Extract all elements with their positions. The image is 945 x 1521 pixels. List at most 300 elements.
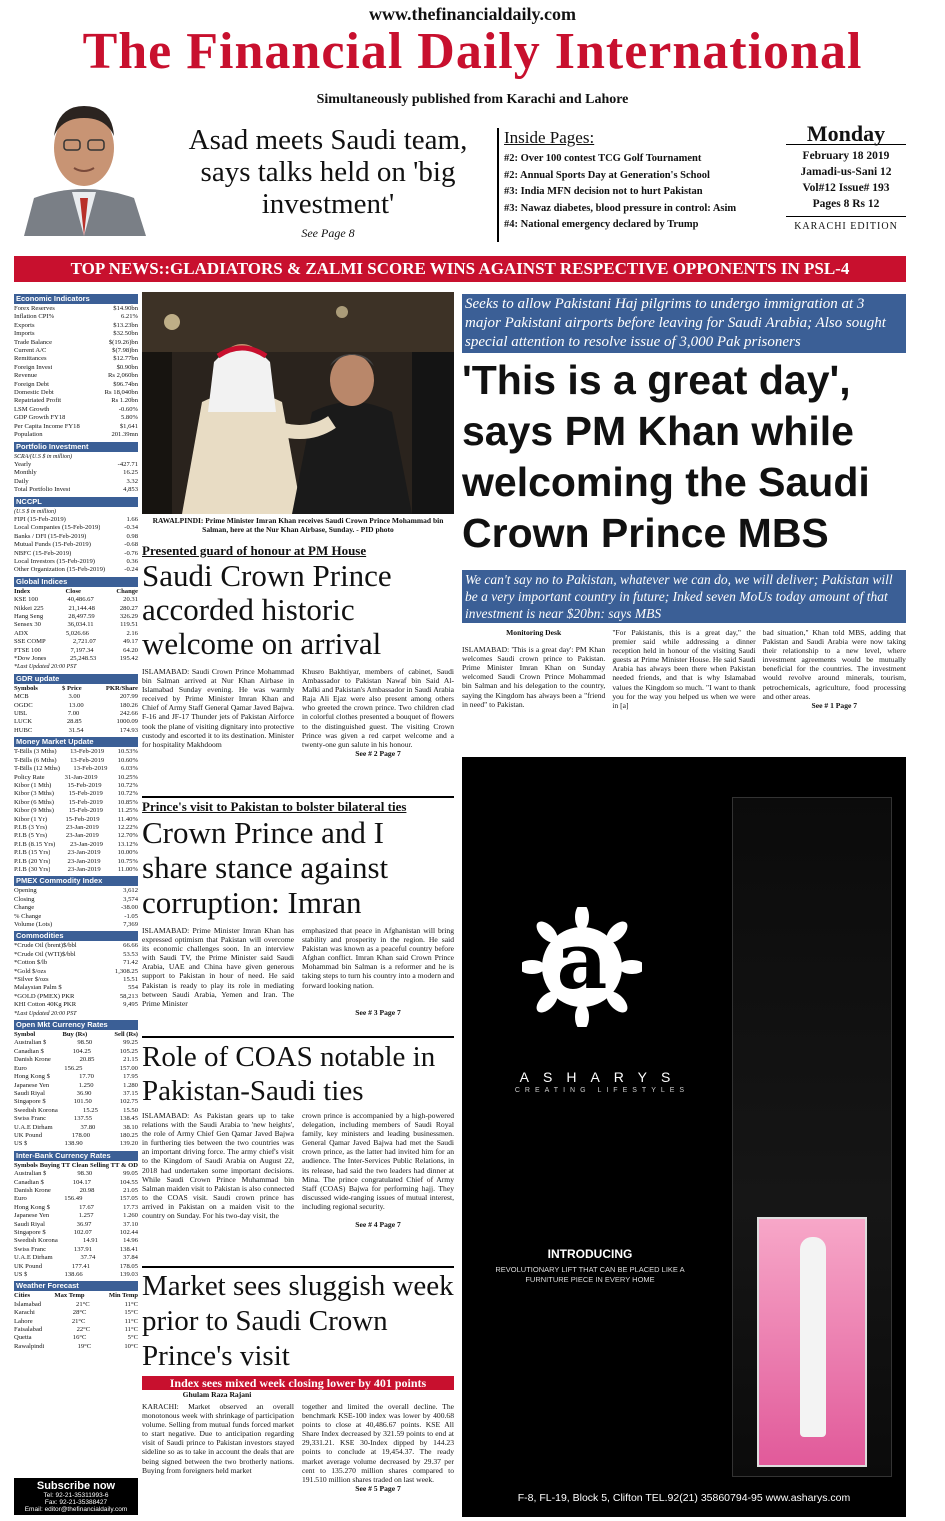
sidebar-cell: UK Pound xyxy=(14,1131,43,1139)
sidebar-cell: 0.36 xyxy=(126,557,138,565)
sidebar-cell: *Cotton $/lb xyxy=(14,959,48,967)
sidebar-cell: Malaysian Palm $ xyxy=(14,984,62,992)
sidebar-row xyxy=(14,1229,138,1237)
sidebar-row xyxy=(14,1204,138,1212)
sidebar-cell: 21°C xyxy=(71,1317,86,1325)
sidebar-cell: Japanese Yen xyxy=(14,1081,50,1089)
subscribe-box[interactable] xyxy=(14,1478,138,1515)
sidebar-row xyxy=(14,1237,138,1245)
sidebar-row xyxy=(14,355,138,363)
story-kicker[interactable]: Presented guard of honour at PM House xyxy=(142,543,367,558)
story-column: together and limited the overall decline. The benchmark KSE-100 index was lower by 400.68 points to close at 40,486.67 points. KSE All Share Index decreased by 321.59 points to end at 29,331.21. KSE 30-Index dipped by 144.23 points to conclude at 19,454.37. The ready market average volume decreased by 29.37 per cent to 135.270 million shares compared to 191.510 million shares traded on last week. xyxy=(302,1402,454,1484)
sidebar-row xyxy=(14,887,138,895)
sidebar-cell: 98.30 xyxy=(77,1170,93,1178)
story-column: emphasized that peace in Afghanistan will bring stability and prosperity in the region. He said Pakistan was known as a peaceful country before Afghan conflict. Imran Khan said Crown Prince Mohammad bin Salman is a reformer and he is taking steps to turn his country into a modern and forward looking nation. xyxy=(302,926,454,990)
sidebar-cell: U.A.E Dirham xyxy=(14,1254,53,1262)
story-column: crown prince is accompanied by a high-powered delegation, including members of Saudi Royal family, key ministers and leading businessmen. General Qamar Javed Bajwa had met the Saudi crown prince, as the latter had invited him for an audience. The Inter-Services Public Relations, in its release, had said the two leaders had dinner at Mina. The prince congratulated Chief of Army Staff (COAS) Bajwa for performing hajj. They discussed wide-ranging issues of mutual interest, including regional security. xyxy=(302,1111,454,1211)
sidebar-row xyxy=(14,469,138,477)
sidebar-cell: % Change xyxy=(14,912,42,920)
sidebar-cell: Faisalabad xyxy=(14,1326,43,1334)
continued-link[interactable]: See # 2 Page 7 xyxy=(355,748,401,758)
ad-tagline: CREATING LIFESTYLES xyxy=(514,1087,690,1094)
sidebar-cell: Closing xyxy=(14,895,35,903)
sidebar-cell: 15-Feb-2019 xyxy=(67,781,102,789)
sidebar-cell: 1.250 xyxy=(78,1081,94,1089)
sidebar-cell: $(19.26)bn xyxy=(108,338,138,346)
sidebar-cell: Quetta xyxy=(14,1334,32,1342)
sidebar-row xyxy=(14,621,138,629)
model-figure xyxy=(800,1237,826,1437)
subscribe-title: Subscribe now xyxy=(36,1480,116,1492)
inside-item[interactable]: #4: National emergency declared by Trump xyxy=(504,219,699,230)
sidebar-cell: 17.67 xyxy=(79,1203,94,1211)
sidebar-cell: -38.00 xyxy=(120,904,138,912)
sidebar-row xyxy=(14,364,138,372)
sidebar-cell: Australian $ xyxy=(14,1170,47,1178)
sidebar-cell: 10°C xyxy=(124,1342,138,1350)
sidebar-row xyxy=(14,1309,138,1317)
sidebar-cell: 36,034.11 xyxy=(67,621,94,629)
sidebar-cell: Monthly xyxy=(14,469,37,477)
sidebar-row xyxy=(14,1001,138,1009)
sidebar-cell: 14.96 xyxy=(123,1237,138,1245)
sidebar-row xyxy=(14,381,138,389)
sidebar-row xyxy=(14,1090,138,1098)
sidebar-row xyxy=(14,1263,138,1271)
sidebar-note: (U.S $ in million) xyxy=(14,508,56,515)
sidebar-cell: HUBC xyxy=(14,726,33,734)
sidebar-section-title: Money Market Update xyxy=(14,737,138,747)
sidebar-cell: Policy Rate xyxy=(14,773,45,781)
sidebar-cell: 15.50 xyxy=(123,1106,138,1114)
sidebar-head-cell: Sell (Rs) xyxy=(114,1031,138,1039)
sidebar-row xyxy=(14,1179,138,1187)
story-corruption xyxy=(142,796,454,1017)
tagline: Simultaneously published from Karachi and Lahore xyxy=(316,92,629,107)
sidebar-cell: 17.95 xyxy=(123,1073,138,1081)
sidebar-cell: $1,641 xyxy=(119,422,138,430)
sidebar-cell: ADX xyxy=(14,629,29,637)
sidebar-cell: 102.44 xyxy=(119,1229,138,1236)
sidebar-row xyxy=(14,431,138,439)
sidebar-cell: 554 xyxy=(128,984,138,992)
sidebar-cell: 37.15 xyxy=(123,1089,138,1097)
sidebar-cell: -0.76 xyxy=(124,549,138,557)
lead-see-page[interactable]: See Page 8 xyxy=(301,226,355,240)
sidebar-row xyxy=(14,790,138,798)
sidebar-cell: 3.00 xyxy=(68,693,81,701)
sidebar-row xyxy=(14,414,138,422)
inside-item[interactable]: #2: Annual Sports Day at Generation's School xyxy=(504,169,710,181)
sidebar-cell: 3,612 xyxy=(123,887,138,895)
story-column: ISLAMABAD: 'This is a great day': PM Khan welcomes Saudi crown prince to Pakistan. Prime Minister Imran Khan on Sunday welcomed Saudi Crown Prince Mohammad bin Salman and his delegation to the country, saying the Kingdom has always been a "friend in need" to Pakistan. xyxy=(462,645,606,709)
sidebar-row xyxy=(14,613,138,621)
sidebar-cell: 6.21% xyxy=(120,313,138,321)
sidebar-head-cell: Min Temp xyxy=(108,1292,138,1300)
sidebar-cell: Lahore xyxy=(14,1317,33,1325)
sidebar-cell: $32.50bn xyxy=(113,330,138,338)
sidebar-cell: Volume (Lots) xyxy=(14,921,53,928)
story-welcome xyxy=(142,543,454,758)
sidebar-updated: *Last Updated 20:00 PST xyxy=(14,664,77,671)
sidebar-cell: Foreign Debt xyxy=(14,380,49,388)
sidebar-cell: 201.39mn xyxy=(111,431,138,439)
sidebar-cell: Per Capita Income FY18 xyxy=(14,422,80,430)
sidebar-cell: 157.00 xyxy=(119,1064,138,1072)
sidebar-cell: Nikkei 225 xyxy=(14,604,44,612)
sidebar-cell: 105.25 xyxy=(119,1047,138,1055)
sidebar-cell: 104.17 xyxy=(72,1178,91,1186)
sidebar-cell: Yearly xyxy=(14,460,32,468)
sidebar-cell: 20.85 xyxy=(79,1056,95,1064)
inside-item[interactable]: #2: Over 100 contest TCG Golf Tournament xyxy=(504,153,702,164)
sidebar-cell: 10.25% xyxy=(117,773,138,781)
sidebar-row xyxy=(14,799,138,807)
sidebar-row xyxy=(14,533,138,541)
sidebar-row xyxy=(14,1301,138,1309)
sidebar-row xyxy=(14,516,138,524)
sidebar-cell: Other Organization (15-Feb-2019) xyxy=(14,566,106,574)
sidebar-row xyxy=(14,1170,138,1178)
sidebar-cell: Trade Balance xyxy=(14,338,53,346)
sidebar-cell: 15-Feb-2019 xyxy=(68,790,103,798)
sidebar-cell: U.A.E Dirham xyxy=(14,1123,53,1131)
story-kicker[interactable]: Prince's visit to Pakistan to bolster bilateral ties xyxy=(142,799,407,814)
sidebar-row xyxy=(14,406,138,414)
sidebar-section-title: NCCPL xyxy=(14,497,138,507)
sidebar-cell: -0.60% xyxy=(118,405,138,413)
sidebar-cell: 66.66 xyxy=(123,942,138,950)
sidebar-cell: 16.25 xyxy=(123,469,138,477)
sidebar-cell: Danish Krone xyxy=(14,1186,51,1194)
sidebar-cell: 21°C xyxy=(76,1300,90,1308)
sidebar-cell: Kibor (3 Mths) xyxy=(14,790,54,798)
sidebar-row xyxy=(14,305,138,313)
sidebar-cell: Swedish Korona xyxy=(14,1106,58,1114)
sidebar-row xyxy=(14,550,138,558)
sidebar-row xyxy=(14,816,138,824)
sidebar-row xyxy=(14,347,138,355)
sidebar-row xyxy=(14,968,138,976)
date: February 18 2019 xyxy=(802,150,890,162)
asharys-advertisement[interactable] xyxy=(462,757,906,1517)
sidebar-cell: 98.50 xyxy=(77,1039,93,1047)
sidebar-cell: 2,721.07 xyxy=(72,638,96,646)
sidebar-row xyxy=(14,1132,138,1140)
sidebar-cell: 10.75% xyxy=(117,857,138,865)
story-byline: Ghulam Raza Rajani xyxy=(182,1390,252,1399)
sidebar-cell: LSM Growth xyxy=(14,405,50,413)
sidebar-cell: 207.99 xyxy=(119,693,138,701)
story-column: ISLAMABAD: As Pakistan gears up to take relations with the Saudi Arabia to 'new heights', the role of Army Chief Gen Qamar Javed Bajwa in furthering ties between the two countries was an important driving force. The army chief's visit to the Kingdom of Saudi Arabia on August 22, 2018 had undertaken some important decisions. While Saudi Crown Prince Muhammad bin Salman maiden visit to Pakistan is also connected to the COAS visit. Saudi crown prince has arrived in Pakistan on a maiden visit to the country on Sunday. For his two-day visit, the xyxy=(142,1111,294,1221)
story-headline[interactable]: Role of COAS notable in Pakistan-Saudi ties xyxy=(142,1041,436,1107)
sidebar-cell: Hang Seng xyxy=(14,613,44,620)
sidebar-cell: Daily xyxy=(14,477,29,485)
sidebar-cell: Kibor (1 Mth) xyxy=(14,781,52,789)
sidebar-cell: Rawalpindi xyxy=(14,1342,45,1350)
sidebar-row xyxy=(14,1195,138,1203)
sidebar-cell: -0.34 xyxy=(124,524,138,532)
sidebar-cell: T-Bills (3 Mths) xyxy=(14,748,57,756)
sidebar-row xyxy=(14,647,138,655)
sidebar-row xyxy=(14,1065,138,1073)
continued-link[interactable]: See # 5 Page 7 xyxy=(355,1483,401,1493)
sidebar-cell: Imports xyxy=(14,330,35,338)
sidebar-cell: NBFC (15-Feb-2019) xyxy=(14,549,72,557)
sidebar-cell: 53.53 xyxy=(123,950,138,958)
sidebar-cell: 10.60% xyxy=(117,756,138,764)
sidebar-cell: 23-Jan-2019 xyxy=(67,865,101,873)
sidebar-cell: 25,248.53 xyxy=(69,655,97,663)
sidebar-cell: Swedish Korona xyxy=(14,1237,58,1245)
sidebar-cell: Saudi Riyal xyxy=(14,1089,45,1097)
sidebar-head-cell: Change xyxy=(116,587,138,595)
sidebar-cell: 9,495 xyxy=(123,1001,138,1009)
sidebar-cell: Hong Kong $ xyxy=(14,1203,50,1211)
sidebar-cell: Revenue xyxy=(14,372,38,380)
sidebar-cell: OGDC xyxy=(14,701,33,709)
sidebar-cell: 242.66 xyxy=(119,710,138,718)
ad-intro-sub: REVOLUTIONARY LIFT THAT CAN BE PLACED LIKE A FURNITURE PIECE IN EVERY HOME xyxy=(495,1265,685,1284)
sidebar-cell: 5,026.66 xyxy=(65,629,89,637)
sidebar-cell: Japanese Yen xyxy=(14,1212,50,1220)
continued-link[interactable]: See # 3 Page 7 xyxy=(355,1007,401,1017)
sidebar-cell: 156.49 xyxy=(64,1195,83,1203)
story-column: Khusro Bakhtiyar, members of cabinet, Saudi Ambassador to Pakistan Nawaf bin Said Al-Malki and Pakistan's Ambassador in Saudi Arabia Raja Ali Ejaz were also present among others who greeted the crown prince. Two children clad in colorful clothes presented a bouquet of flowers to the distinguished guest. The visiting Crown Prince was given a red carpet welcome and a twenty-one gun salute in his honour. xyxy=(302,667,454,749)
sidebar-head-cell: PKR/Share xyxy=(105,684,138,692)
story-column: ISLAMABAD: Prime Minister Imran Khan has expressed optimism that Pakistan will overcome its economic challenges soon. In an interview with Saudi TV, the Prime Minister said Saudi Arabia, UAE and China have given generous support to Pakistan in hour of need. He said Pakistan is ready to play its role in mediating between Saudi Arabia, Yemen and Iran. The Prime Minister xyxy=(142,926,294,1008)
sidebar-cell: $12.77bn xyxy=(113,355,138,363)
sidebar-section-title: Economic Indicators xyxy=(14,294,138,304)
story-coas xyxy=(142,1036,454,1229)
sidebar-cell: 11.25% xyxy=(117,807,138,815)
sidebar-row xyxy=(14,993,138,1001)
sidebar-cell: Karachi xyxy=(14,1309,35,1317)
sidebar-head-cell: Symbols xyxy=(14,1161,38,1169)
sidebar-cell: 23-Jan-2019 xyxy=(70,840,103,848)
sidebar-cell: 1000.09 xyxy=(116,718,138,726)
sidebar-row xyxy=(14,858,138,866)
logo-letter: a xyxy=(556,916,608,1007)
sidebar-cell: 20.98 xyxy=(79,1186,95,1194)
sidebar-row xyxy=(14,748,138,756)
sidebar-cell: Local Investors (15-Feb-2019) xyxy=(14,557,95,565)
inside-item[interactable]: #3: India MFN decision not to hurt Pakistan xyxy=(504,186,703,197)
sidebar-cell: 49.17 xyxy=(123,638,138,646)
main-headline[interactable]: 'This is a great day', says PM Khan while welcoming the Saudi Crown Prince MBS xyxy=(462,357,870,556)
sidebar-head-cell: $ Price xyxy=(62,684,82,692)
continued-link[interactable]: See # 4 Page 7 xyxy=(355,1220,401,1230)
sidebar-cell: T-Bills (6 Mths) xyxy=(14,756,57,764)
sidebar-section-title: Inter-Bank Currency Rates xyxy=(14,1151,138,1161)
sidebar-row xyxy=(14,921,138,929)
sidebar-cell: 137.91 xyxy=(73,1245,93,1253)
sidebar-row xyxy=(14,1334,138,1342)
sidebar-row xyxy=(14,1212,138,1220)
sidebar-cell: Repatriated Profit xyxy=(14,397,62,405)
sidebar-cell: 104.25 xyxy=(72,1047,91,1055)
sidebar-cell: Mutual Funds (15-Feb-2019) xyxy=(14,541,91,549)
subscribe-email[interactable]: Email: editor@thefinancialdaily.com xyxy=(24,1506,128,1513)
sidebar-cell: 15.51 xyxy=(123,976,138,984)
sidebar-cell: 1.66 xyxy=(126,515,138,523)
sidebar-cell: 17.73 xyxy=(123,1203,138,1211)
sidebar-row xyxy=(14,486,138,494)
sidebar-row xyxy=(14,774,138,782)
sidebar-cell: KHI Cotton 40Kg PKR xyxy=(14,1001,77,1009)
sidebar-cell: 28,497.59 xyxy=(68,613,95,620)
sidebar-note: SCRA/(U.S $ in million) xyxy=(14,453,72,460)
sidebar-row xyxy=(14,710,138,718)
welcome-photo xyxy=(142,292,454,514)
sidebar-cell: Hong Kong $ xyxy=(14,1073,50,1081)
sidebar-row xyxy=(14,1124,138,1132)
sidebar-row xyxy=(14,1271,138,1279)
sidebar-cell: P.I.B (15 Yrs) xyxy=(14,849,51,857)
sidebar-cell: 28.85 xyxy=(66,718,82,726)
sidebar-cell: Sensex 30 xyxy=(14,621,41,629)
story-strap[interactable]: Index sees mixed week closing lower by 401 points xyxy=(142,1376,454,1390)
sidebar-cell: *Crude Oil (WTI)$/bbl xyxy=(14,950,76,958)
sidebar-row xyxy=(14,372,138,380)
lead-headline[interactable]: Asad meets Saudi team, says talks held on 'big investment' xyxy=(188,124,468,220)
sidebar-cell: Opening xyxy=(14,887,37,895)
sidebar-cell: 13-Feb-2019 xyxy=(70,756,105,764)
sidebar-cell: 2.16 xyxy=(126,629,138,637)
sidebar-row xyxy=(14,389,138,397)
sidebar-cell: 31.54 xyxy=(68,726,84,734)
sidebar-head-cell: Buy (Rs) xyxy=(62,1031,88,1039)
sidebar-cell: Rs 2,060bn xyxy=(107,372,138,380)
sidebar-row xyxy=(14,832,138,840)
sidebar-cell: $0.90bn xyxy=(116,363,138,371)
sidebar-cell: US $ xyxy=(14,1271,28,1279)
sidebar-row xyxy=(14,1343,138,1351)
story-headline[interactable]: Market sees sluggish week prior to Saudi Crown Prince's visit xyxy=(142,1270,454,1372)
sidebar-section-title: Global Indices xyxy=(14,577,138,587)
weekday: Monday xyxy=(786,126,906,145)
sidebar-row xyxy=(14,727,138,735)
sidebar-cell: 101.50 xyxy=(73,1098,92,1106)
continued-link[interactable]: See # 1 Page 7 xyxy=(811,700,858,710)
sidebar-table-head xyxy=(14,685,138,693)
sidebar-cell: P.I.B (20 Yrs) xyxy=(14,857,51,865)
sidebar-head-cell: Symbols xyxy=(14,684,38,692)
sidebar-cell: 11.00% xyxy=(117,865,138,873)
sidebar-table-head xyxy=(14,1162,138,1170)
sidebar-cell: 104.55 xyxy=(119,1178,138,1186)
sidebar-cell: P.I.B (3 Yrs) xyxy=(14,823,48,831)
sidebar-row xyxy=(14,824,138,832)
sidebar-cell: 99.25 xyxy=(123,1039,138,1047)
sidebar-cell: 102.07 xyxy=(73,1229,92,1236)
sidebar-row xyxy=(14,841,138,849)
sidebar-cell: 138.41 xyxy=(119,1245,138,1253)
sidebar-cell: Kibor (1 Yr) xyxy=(14,815,48,823)
sidebar-cell: 21.15 xyxy=(123,1056,138,1064)
sidebar-cell: 15.25 xyxy=(83,1106,98,1114)
sidebar-row xyxy=(14,959,138,967)
main-byline: Monitoring Desk xyxy=(506,628,562,637)
sidebar-row xyxy=(14,313,138,321)
sidebar-cell: Domestic Debt xyxy=(14,389,54,397)
sidebar-row xyxy=(14,896,138,904)
sidebar-row xyxy=(14,1140,138,1148)
sidebar-section-title: GDR update xyxy=(14,674,138,684)
sidebar-cell: Euro xyxy=(14,1064,27,1072)
inside-item[interactable]: #3: Nawaz diabetes, blood pressure in control: Asim xyxy=(504,202,737,214)
sidebar-cell: Current A/C xyxy=(14,347,47,355)
sidebar-cell: 11.40% xyxy=(117,815,138,823)
sidebar-cell: 23-Jan-2019 xyxy=(67,857,101,865)
sidebar-row xyxy=(14,807,138,815)
site-url[interactable]: www.thefinancialdaily.com xyxy=(368,4,576,24)
sidebar-row xyxy=(14,718,138,726)
sidebar-cell: 177.41 xyxy=(71,1262,91,1270)
sidebar-cell: Canadian $ xyxy=(14,1047,44,1055)
sidebar-cell: -427.71 xyxy=(117,460,138,468)
sidebar-cell: Change xyxy=(14,904,35,912)
sidebar-cell: UK Pound xyxy=(14,1262,43,1270)
sidebar-row xyxy=(14,461,138,469)
sidebar-row xyxy=(14,1246,138,1254)
sidebar-cell: 0.98 xyxy=(126,532,138,540)
ad-footer[interactable]: F-8, FL-19, Block 5, Clifton TEL.92(21) 35860794-95 www.asharys.com xyxy=(517,1492,851,1504)
story-headline[interactable]: Saudi Crown Prince accorded historic welcome on arrival xyxy=(142,558,392,661)
sidebar-cell: 1.280 xyxy=(123,1081,138,1089)
sidebar-cell: 10.72% xyxy=(117,781,138,789)
inside-pages xyxy=(497,128,779,242)
sidebar-cell: 58,213 xyxy=(119,992,138,1000)
sidebar-cell: 1.257 xyxy=(78,1212,94,1220)
sidebar-cell: 174.93 xyxy=(119,726,138,734)
sidebar-row xyxy=(14,1187,138,1195)
sidebar-cell: 102.75 xyxy=(119,1098,138,1106)
sidebar-cell: 180.25 xyxy=(119,1131,138,1139)
sidebar-row xyxy=(14,951,138,959)
sidebar-cell: FTSE 100 xyxy=(14,646,41,654)
sidebar-cell: Inflation CPI% xyxy=(14,313,55,321)
sidebar-cell: *Crude Oil (brent)$/bbl xyxy=(14,942,77,950)
sidebar-cell: 10.00% xyxy=(117,849,138,857)
sidebar-row xyxy=(14,566,138,574)
sidebar-cell: 138.45 xyxy=(119,1115,138,1123)
sidebar-cell: 139.03 xyxy=(119,1271,138,1279)
sidebar-row xyxy=(14,558,138,566)
sidebar-table-head xyxy=(14,1031,138,1039)
sidebar-row xyxy=(14,693,138,701)
sidebar-row xyxy=(14,1221,138,1229)
sidebar-cell: 13-Feb-2019 xyxy=(73,765,108,773)
sidebar-cell: 10.85% xyxy=(117,798,138,806)
sidebar-cell: Exports xyxy=(14,321,35,329)
sidebar-row xyxy=(14,1056,138,1064)
story-column: KARACHI: Market observed an overall monotonous week with shrinkage of participation volume. Selling from mutual funds forced market to start negative. Due to anticipation regarding visit of Saudi prince to Pakistan investors stayed sideline so as to take in account the deals that are being signed between the two brotherly nations. Buying from foreigners held market xyxy=(142,1402,294,1475)
sidebar-cell: 7.00 xyxy=(67,710,80,718)
sidebar-cell: 21,144.48 xyxy=(68,604,95,612)
sidebar-table-head xyxy=(14,588,138,596)
sidebar-head-cell: Max Temp xyxy=(54,1292,85,1300)
story-headline[interactable]: Crown Prince and I share stance against corruption: Imran xyxy=(142,815,389,920)
sidebar-cell: -0.24 xyxy=(124,566,138,574)
sidebar-cell: 19°C xyxy=(77,1342,92,1350)
sidebar-head-cell: Selling TT & OD xyxy=(90,1161,138,1169)
sidebar-row xyxy=(14,913,138,921)
top-news-banner[interactable]: TOP NEWS::GLADIATORS & ZALMI SCORE WINS AGAINST RESPECTIVE OPPONENTS IN PSL-4 xyxy=(14,256,906,282)
story-column: bad situation," Khan told MBS, adding that Pakistan and Saudi Arabia were now taking their relationship to a new level, where investment agreements would be mutually beneficial for the countries. The investment would revolve around minerals, tourism, petrochemicals, agriculture, food processing and other areas. xyxy=(762,628,906,701)
sidebar-row xyxy=(14,638,138,646)
story-column: "For Pakistanis, this is a great day," the premier said while addressing a dinner reception held in honour of the visiting Saudi guests at Prime Minister House. He said Saudi Arabia has always been there when Pakistan needed friends, and that is why Islamabad values the Kingdom so much. "I want to thank you for the way you helped us when we were in [a] xyxy=(612,628,756,710)
